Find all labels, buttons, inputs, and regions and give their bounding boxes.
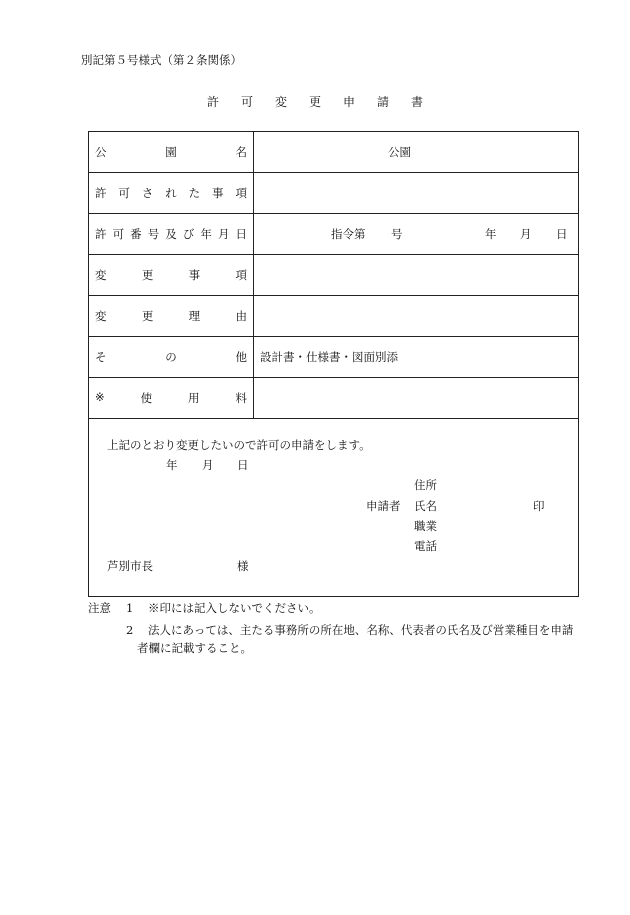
label-char: 更 [141,268,154,282]
seal-mark: 印 [533,499,545,513]
other-value: 設計書・仕様書・図面別添 [254,337,579,378]
permit-year: 年 [485,227,497,241]
order-suffix: 号 [391,227,403,241]
label-char: 由 [235,309,247,323]
permit-number-date-value [254,214,579,255]
park-name-label [89,132,254,173]
address-label: 住所 [414,478,437,492]
permitted-matter-value [254,173,579,214]
park-name-value: 公園 [254,132,579,173]
label-char: れ [165,186,177,200]
table-row [89,255,579,296]
label-char: 許 [95,227,107,241]
label-char: 項 [235,186,247,200]
label-char: 公 [95,145,107,159]
label-char: そ [95,350,107,364]
label-char: 変 [95,309,107,323]
label-char: ※ [95,390,105,404]
phone-label: 電話 [414,539,437,553]
label-char: 番 [130,227,142,241]
note-2-text-line2: 者欄に記載すること。 [137,641,252,655]
addressee-honorific: 様 [237,559,249,573]
form-label: 別記第５号様式（第２条関係） [81,53,242,67]
occupation-label: 職業 [414,519,437,533]
label-char: 料 [235,391,247,405]
applicant-heading: 申請者 [366,499,401,513]
label-char: 事 [212,186,224,200]
label-char: 更 [141,309,154,323]
change-reason-value [254,296,579,337]
label-char: 園 [165,145,177,159]
permit-day: 日 [556,227,568,241]
label-char: 他 [235,350,247,364]
application-month: 月 [202,458,214,472]
label-char: 項 [235,268,247,282]
label-char: 号 [147,227,160,241]
label-char: 使 [140,391,153,405]
name-label: 氏名 [414,499,437,513]
change-reason-label [89,296,254,337]
label-char: 用 [188,391,200,405]
label-char: 月 [217,227,230,241]
addressee-name: 芦別市長 [107,559,153,573]
table-row [89,173,579,214]
other-label [89,337,254,378]
change-matter-value [254,255,579,296]
application-table [88,131,579,419]
label-char: 年 [200,227,212,241]
note-2-number: 2 [126,623,134,637]
label-char: 名 [235,145,247,159]
declaration-box [88,413,579,597]
form-title: 許可変更申請書 [206,95,445,109]
table-row [89,337,579,378]
notes-heading: 注意 [88,601,111,615]
label-char: 可 [118,186,130,200]
table-row [89,132,579,173]
label-char: 可 [112,227,125,241]
note-1-number: 1 [126,601,134,615]
declaration-text: 上記のとおり変更したいので許可の申請をします。 [107,438,371,452]
application-day: 日 [237,458,249,472]
label-char: 日 [235,227,247,241]
permit-month: 月 [520,227,532,241]
permitted-matter-label [89,173,254,214]
label-char: 変 [95,268,107,282]
label-char: び [182,227,195,241]
permit-number-date-label [89,214,254,255]
order-prefix: 指令第 [331,227,366,241]
note-2-text-line1: 法人にあっては、主たる事務所の所在地、名称、代表者の氏名及び営業種目を申請 [148,623,574,637]
label-char: 理 [188,309,201,323]
label-char: さ [141,186,154,200]
table-row [89,214,579,255]
change-matter-label [89,255,254,296]
label-char: 許 [95,186,107,200]
application-year: 年 [166,458,178,472]
label-char: の [165,350,177,364]
note-1-text: ※印には記入しないでください。 [148,601,321,615]
label-char: 及 [165,227,177,241]
table-row [89,296,579,337]
label-char: た [188,186,201,200]
label-char: 事 [188,268,201,282]
